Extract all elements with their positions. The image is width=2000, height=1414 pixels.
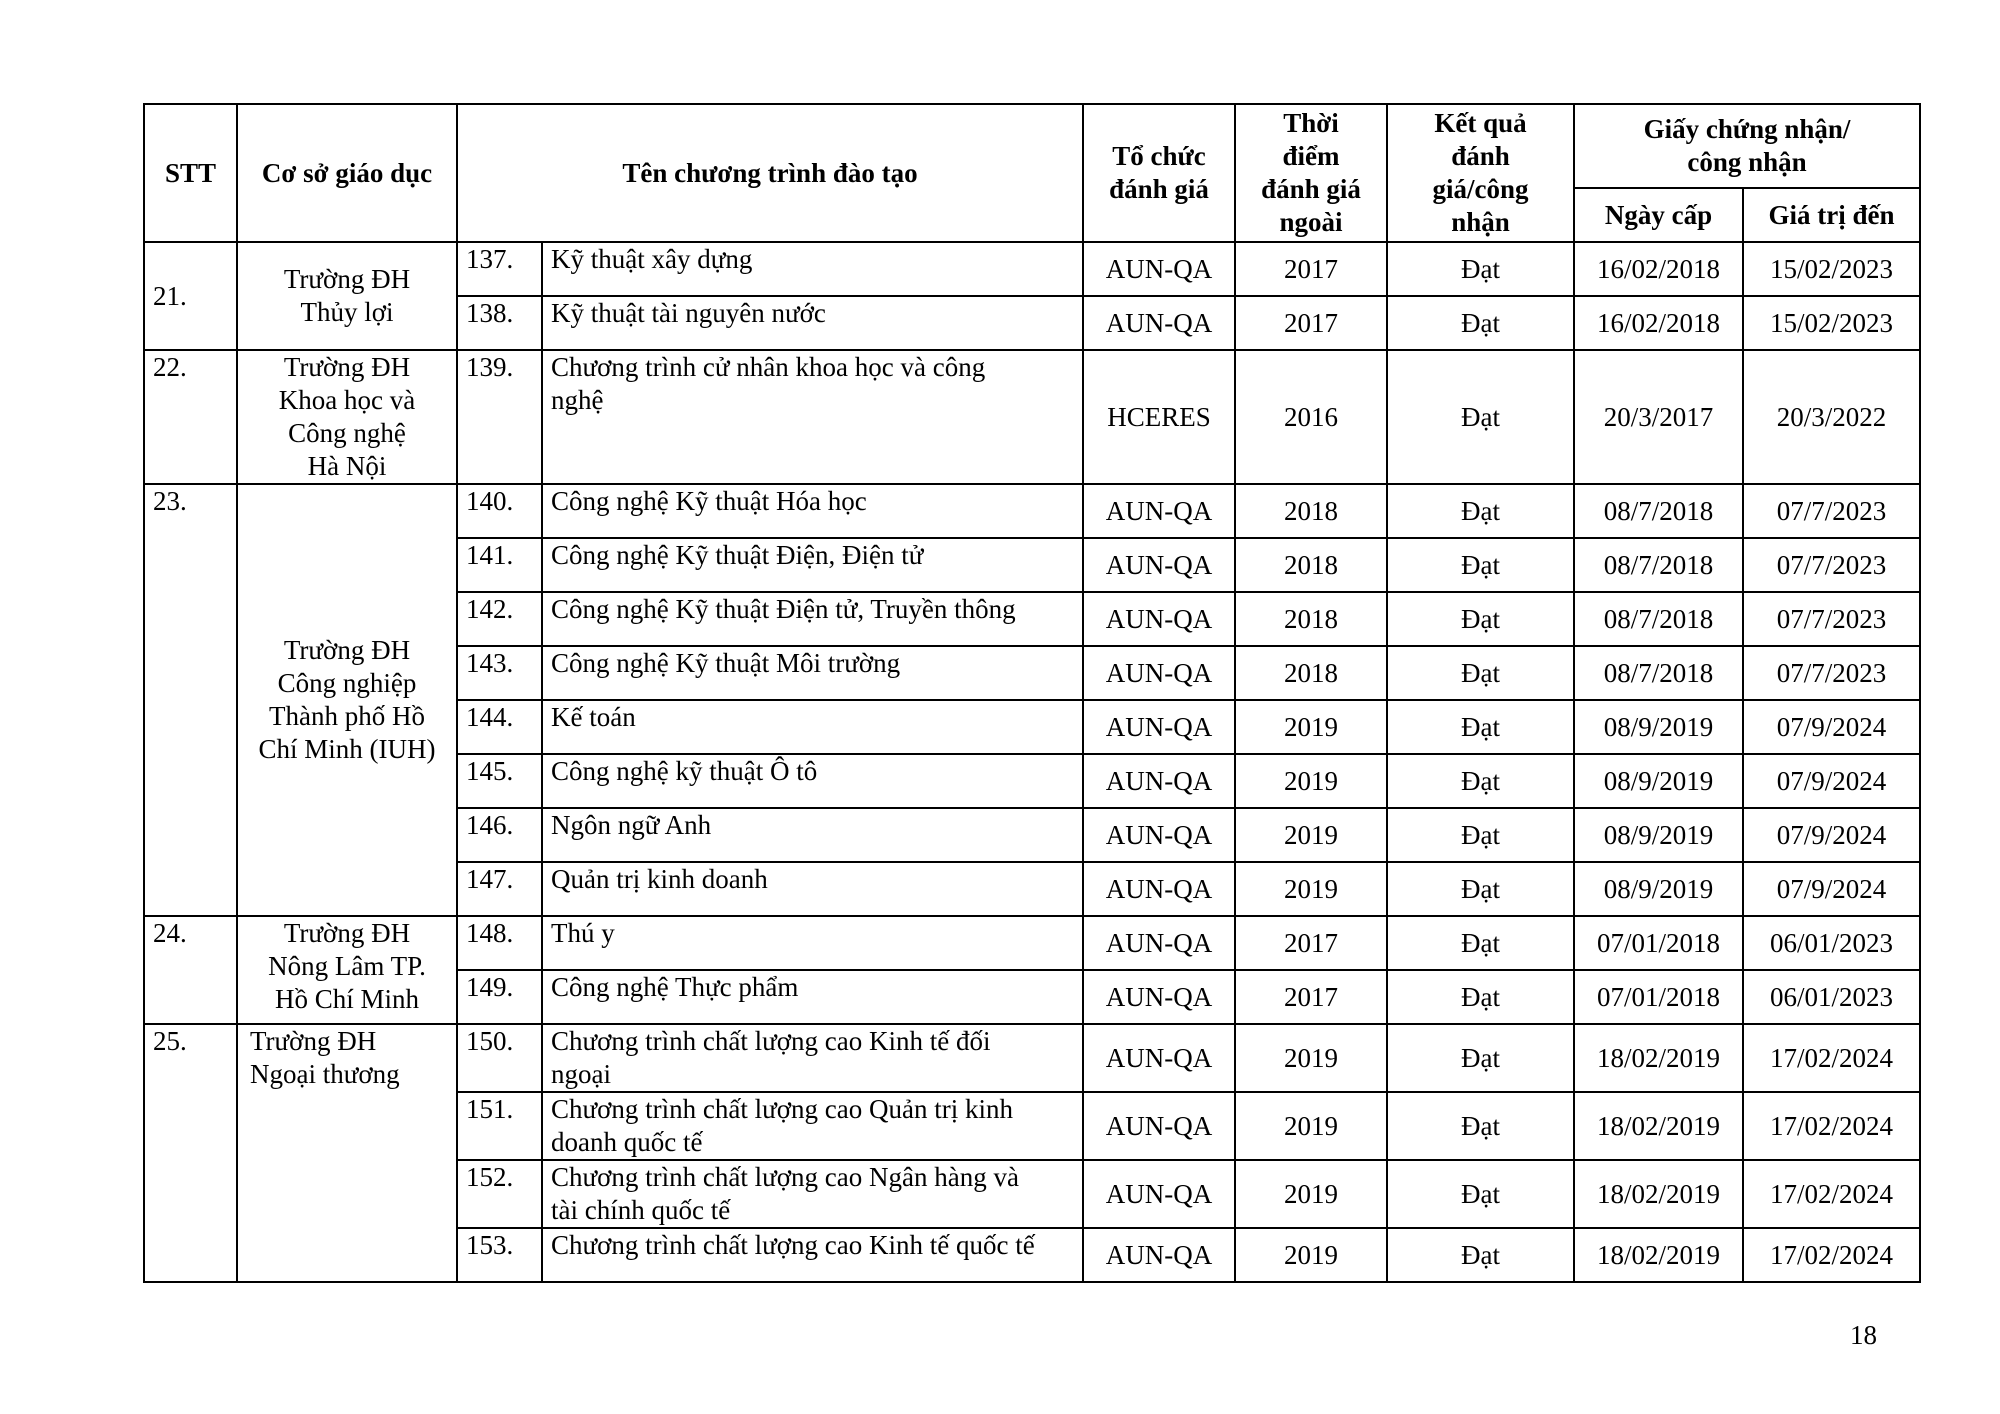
issued-cell: 08/9/2019 bbox=[1574, 862, 1743, 916]
header-certificate: Giấy chứng nhận/ công nhận bbox=[1574, 104, 1920, 188]
program-number: 142. bbox=[457, 592, 542, 646]
issued-cell: 08/7/2018 bbox=[1574, 538, 1743, 592]
program-number: 143. bbox=[457, 646, 542, 700]
program-name: Công nghệ Kỹ thuật Điện, Điện tử bbox=[542, 538, 1083, 592]
table-row bbox=[144, 242, 1920, 296]
program-number: 145. bbox=[457, 754, 542, 808]
header-result: Kết quả đánh giá/công nhận bbox=[1387, 104, 1574, 242]
valid-cell: 07/9/2024 bbox=[1743, 754, 1920, 808]
year-cell: 2019 bbox=[1235, 1160, 1387, 1228]
issued-cell: 20/3/2017 bbox=[1574, 350, 1743, 484]
valid-cell: 17/02/2024 bbox=[1743, 1228, 1920, 1282]
issued-cell: 16/02/2018 bbox=[1574, 296, 1743, 350]
stt-cell: 21. bbox=[144, 242, 237, 350]
year-cell: 2019 bbox=[1235, 1228, 1387, 1282]
valid-cell: 06/01/2023 bbox=[1743, 970, 1920, 1024]
year-cell: 2018 bbox=[1235, 592, 1387, 646]
school-cell: Trường ĐH Nông Lâm TP. Hồ Chí Minh bbox=[237, 916, 457, 1024]
valid-cell: 07/9/2024 bbox=[1743, 808, 1920, 862]
program-number: 147. bbox=[457, 862, 542, 916]
issued-cell: 08/7/2018 bbox=[1574, 646, 1743, 700]
year-cell: 2018 bbox=[1235, 484, 1387, 538]
org-cell: HCERES bbox=[1083, 350, 1235, 484]
stt-cell: 23. bbox=[144, 484, 237, 916]
result-cell: Đạt bbox=[1387, 296, 1574, 350]
result-cell: Đạt bbox=[1387, 808, 1574, 862]
table-row bbox=[144, 916, 1920, 970]
org-cell: AUN-QA bbox=[1083, 484, 1235, 538]
program-number: 151. bbox=[457, 1092, 542, 1160]
school-cell: Trường ĐH Ngoại thương bbox=[237, 1024, 457, 1282]
program-number: 153. bbox=[457, 1228, 542, 1282]
program-name: Kế toán bbox=[542, 700, 1083, 754]
year-cell: 2019 bbox=[1235, 862, 1387, 916]
program-name: Kỹ thuật xây dựng bbox=[542, 242, 1083, 296]
org-cell: AUN-QA bbox=[1083, 1092, 1235, 1160]
org-cell: AUN-QA bbox=[1083, 1160, 1235, 1228]
program-number: 149. bbox=[457, 970, 542, 1024]
issued-cell: 18/02/2019 bbox=[1574, 1092, 1743, 1160]
org-cell: AUN-QA bbox=[1083, 808, 1235, 862]
result-cell: Đạt bbox=[1387, 862, 1574, 916]
year-cell: 2019 bbox=[1235, 808, 1387, 862]
program-name: Ngôn ngữ Anh bbox=[542, 808, 1083, 862]
program-name: Kỹ thuật tài nguyên nước bbox=[542, 296, 1083, 350]
issued-cell: 08/7/2018 bbox=[1574, 484, 1743, 538]
program-name: Công nghệ Kỹ thuật Môi trường bbox=[542, 646, 1083, 700]
header-issued: Ngày cấp bbox=[1574, 188, 1743, 242]
issued-cell: 18/02/2019 bbox=[1574, 1228, 1743, 1282]
valid-cell: 17/02/2024 bbox=[1743, 1092, 1920, 1160]
valid-cell: 07/7/2023 bbox=[1743, 538, 1920, 592]
result-cell: Đạt bbox=[1387, 592, 1574, 646]
org-cell: AUN-QA bbox=[1083, 862, 1235, 916]
org-cell: AUN-QA bbox=[1083, 700, 1235, 754]
org-cell: AUN-QA bbox=[1083, 646, 1235, 700]
valid-cell: 15/02/2023 bbox=[1743, 242, 1920, 296]
org-cell: AUN-QA bbox=[1083, 296, 1235, 350]
result-cell: Đạt bbox=[1387, 754, 1574, 808]
program-name: Chương trình chất lượng cao Quản trị kinh doanh quốc tế bbox=[542, 1092, 1083, 1160]
org-cell: AUN-QA bbox=[1083, 970, 1235, 1024]
program-name: Chương trình chất lượng cao Kinh tế đối ngoại bbox=[542, 1024, 1083, 1092]
year-cell: 2018 bbox=[1235, 646, 1387, 700]
org-cell: AUN-QA bbox=[1083, 538, 1235, 592]
org-cell: AUN-QA bbox=[1083, 754, 1235, 808]
valid-cell: 15/02/2023 bbox=[1743, 296, 1920, 350]
result-cell: Đạt bbox=[1387, 1160, 1574, 1228]
year-cell: 2017 bbox=[1235, 296, 1387, 350]
header-school: Cơ sở giáo dục bbox=[237, 104, 457, 242]
org-cell: AUN-QA bbox=[1083, 1228, 1235, 1282]
accreditation-table bbox=[143, 103, 1921, 1283]
header-org: Tổ chức đánh giá bbox=[1083, 104, 1235, 242]
header-program: Tên chương trình đào tạo bbox=[457, 104, 1083, 242]
org-cell: AUN-QA bbox=[1083, 592, 1235, 646]
program-name: Công nghệ Thực phẩm bbox=[542, 970, 1083, 1024]
issued-cell: 16/02/2018 bbox=[1574, 242, 1743, 296]
program-name: Công nghệ Kỹ thuật Hóa học bbox=[542, 484, 1083, 538]
table-row bbox=[144, 484, 1920, 538]
program-number: 152. bbox=[457, 1160, 542, 1228]
year-cell: 2018 bbox=[1235, 538, 1387, 592]
program-name: Công nghệ kỹ thuật Ô tô bbox=[542, 754, 1083, 808]
issued-cell: 08/9/2019 bbox=[1574, 754, 1743, 808]
year-cell: 2019 bbox=[1235, 1092, 1387, 1160]
program-number: 146. bbox=[457, 808, 542, 862]
header-eval-time: Thời điểm đánh giá ngoài bbox=[1235, 104, 1387, 242]
result-cell: Đạt bbox=[1387, 242, 1574, 296]
valid-cell: 07/7/2023 bbox=[1743, 484, 1920, 538]
issued-cell: 18/02/2019 bbox=[1574, 1160, 1743, 1228]
valid-cell: 07/9/2024 bbox=[1743, 700, 1920, 754]
program-number: 150. bbox=[457, 1024, 542, 1092]
org-cell: AUN-QA bbox=[1083, 1024, 1235, 1092]
valid-cell: 20/3/2022 bbox=[1743, 350, 1920, 484]
program-number: 148. bbox=[457, 916, 542, 970]
stt-cell: 22. bbox=[144, 350, 237, 484]
header-stt: STT bbox=[144, 104, 237, 242]
result-cell: Đạt bbox=[1387, 646, 1574, 700]
program-name: Công nghệ Kỹ thuật Điện tử, Truyền thông bbox=[542, 592, 1083, 646]
school-cell: Trường ĐH Thủy lợi bbox=[237, 242, 457, 350]
table-row bbox=[144, 350, 1920, 484]
stt-cell: 25. bbox=[144, 1024, 237, 1282]
program-name: Chương trình chất lượng cao Kinh tế quốc tế bbox=[542, 1228, 1083, 1282]
valid-cell: 17/02/2024 bbox=[1743, 1024, 1920, 1092]
program-number: 144. bbox=[457, 700, 542, 754]
program-number: 138. bbox=[457, 296, 542, 350]
year-cell: 2017 bbox=[1235, 242, 1387, 296]
result-cell: Đạt bbox=[1387, 1092, 1574, 1160]
program-number: 137. bbox=[457, 242, 542, 296]
year-cell: 2019 bbox=[1235, 754, 1387, 808]
program-name: Thú y bbox=[542, 916, 1083, 970]
program-number: 140. bbox=[457, 484, 542, 538]
valid-cell: 07/9/2024 bbox=[1743, 862, 1920, 916]
result-cell: Đạt bbox=[1387, 700, 1574, 754]
result-cell: Đạt bbox=[1387, 484, 1574, 538]
header-valid: Giá trị đến bbox=[1743, 188, 1920, 242]
program-number: 139. bbox=[457, 350, 542, 484]
page-number: 18 bbox=[1850, 1320, 1877, 1350]
issued-cell: 18/02/2019 bbox=[1574, 1024, 1743, 1092]
issued-cell: 08/7/2018 bbox=[1574, 592, 1743, 646]
result-cell: Đạt bbox=[1387, 350, 1574, 484]
valid-cell: 06/01/2023 bbox=[1743, 916, 1920, 970]
year-cell: 2019 bbox=[1235, 700, 1387, 754]
issued-cell: 07/01/2018 bbox=[1574, 916, 1743, 970]
program-name: Quản trị kinh doanh bbox=[542, 862, 1083, 916]
year-cell: 2019 bbox=[1235, 1024, 1387, 1092]
stt-cell: 24. bbox=[144, 916, 237, 1024]
valid-cell: 07/7/2023 bbox=[1743, 592, 1920, 646]
valid-cell: 17/02/2024 bbox=[1743, 1160, 1920, 1228]
issued-cell: 07/01/2018 bbox=[1574, 970, 1743, 1024]
result-cell: Đạt bbox=[1387, 1228, 1574, 1282]
org-cell: AUN-QA bbox=[1083, 242, 1235, 296]
issued-cell: 08/9/2019 bbox=[1574, 700, 1743, 754]
year-cell: 2016 bbox=[1235, 350, 1387, 484]
result-cell: Đạt bbox=[1387, 1024, 1574, 1092]
issued-cell: 08/9/2019 bbox=[1574, 808, 1743, 862]
org-cell: AUN-QA bbox=[1083, 916, 1235, 970]
program-name: Chương trình chất lượng cao Ngân hàng và tài chính quốc tế bbox=[542, 1160, 1083, 1228]
school-cell: Trường ĐH Khoa học và Công nghệ Hà Nội bbox=[237, 350, 457, 484]
valid-cell: 07/7/2023 bbox=[1743, 646, 1920, 700]
result-cell: Đạt bbox=[1387, 538, 1574, 592]
table-row bbox=[144, 1024, 1920, 1092]
year-cell: 2017 bbox=[1235, 916, 1387, 970]
school-cell: Trường ĐH Công nghiệp Thành phố Hồ Chí Minh (IUH) bbox=[237, 484, 457, 916]
year-cell: 2017 bbox=[1235, 970, 1387, 1024]
program-number: 141. bbox=[457, 538, 542, 592]
result-cell: Đạt bbox=[1387, 916, 1574, 970]
result-cell: Đạt bbox=[1387, 970, 1574, 1024]
program-name: Chương trình cử nhân khoa học và công nghệ bbox=[542, 350, 1083, 484]
